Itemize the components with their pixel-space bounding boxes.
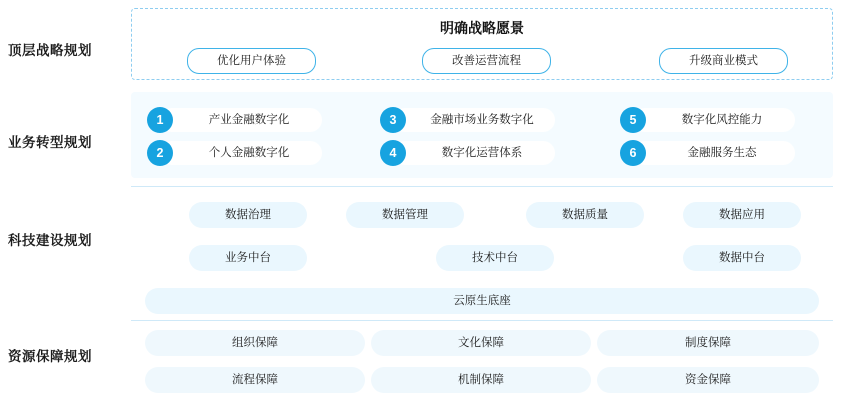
business-item-2-badge: 2 [147, 140, 173, 166]
row-label-top-strategy: 顶层战略规划 [8, 43, 92, 58]
section-tech-construction [131, 186, 833, 316]
business-item-3-label: 金融市场业务数字化 [393, 108, 555, 132]
row-label-tech-construction: 科技建设规划 [8, 233, 92, 248]
resource-item-funding[interactable]: 资金保障 [597, 367, 819, 393]
strategy-item-user-experience[interactable]: 优化用户体验 [187, 48, 316, 74]
strategy-item-business-model[interactable]: 升级商业模式 [659, 48, 788, 74]
tech-item-cloud-native-base[interactable]: 云原生底座 [145, 288, 819, 314]
business-item-2-label: 个人金融数字化 [160, 141, 322, 165]
tech-item-data-application[interactable]: 数据应用 [683, 202, 801, 228]
business-item-4-label: 数字化运营体系 [393, 141, 555, 165]
business-item-1-badge: 1 [147, 107, 173, 133]
strategy-item-operations-process[interactable]: 改善运营流程 [422, 48, 551, 74]
row-label-business-transformation: 业务转型规划 [8, 135, 92, 150]
strategy-vision-title: 明确战略愿景 [440, 20, 524, 36]
business-item-3-badge: 3 [380, 107, 406, 133]
section-top-strategy [131, 8, 833, 80]
resource-item-culture[interactable]: 文化保障 [371, 330, 591, 356]
business-item-6-label: 金融服务生态 [633, 141, 795, 165]
resource-item-mechanism[interactable]: 机制保障 [371, 367, 591, 393]
tech-item-technology-midplatform[interactable]: 技术中台 [436, 245, 554, 271]
tech-item-data-governance[interactable]: 数据治理 [189, 202, 307, 228]
section-business-transformation [131, 92, 833, 178]
resource-item-organization[interactable]: 组织保障 [145, 330, 365, 356]
tech-item-data-midplatform[interactable]: 数据中台 [683, 245, 801, 271]
business-item-5-badge: 5 [620, 107, 646, 133]
tech-item-data-management[interactable]: 数据管理 [346, 202, 464, 228]
business-item-5-label: 数字化风控能力 [633, 108, 795, 132]
section-resource-guarantee [131, 322, 833, 402]
resource-item-system[interactable]: 制度保障 [597, 330, 819, 356]
row-label-resource-guarantee: 资源保障规划 [8, 349, 92, 364]
business-item-4-badge: 4 [380, 140, 406, 166]
resource-item-process[interactable]: 流程保障 [145, 367, 365, 393]
business-item-6-badge: 6 [620, 140, 646, 166]
divider-resource-top [131, 320, 833, 321]
tech-item-business-midplatform[interactable]: 业务中台 [189, 245, 307, 271]
business-item-1-label: 产业金融数字化 [160, 108, 322, 132]
tech-item-data-quality[interactable]: 数据质量 [526, 202, 644, 228]
